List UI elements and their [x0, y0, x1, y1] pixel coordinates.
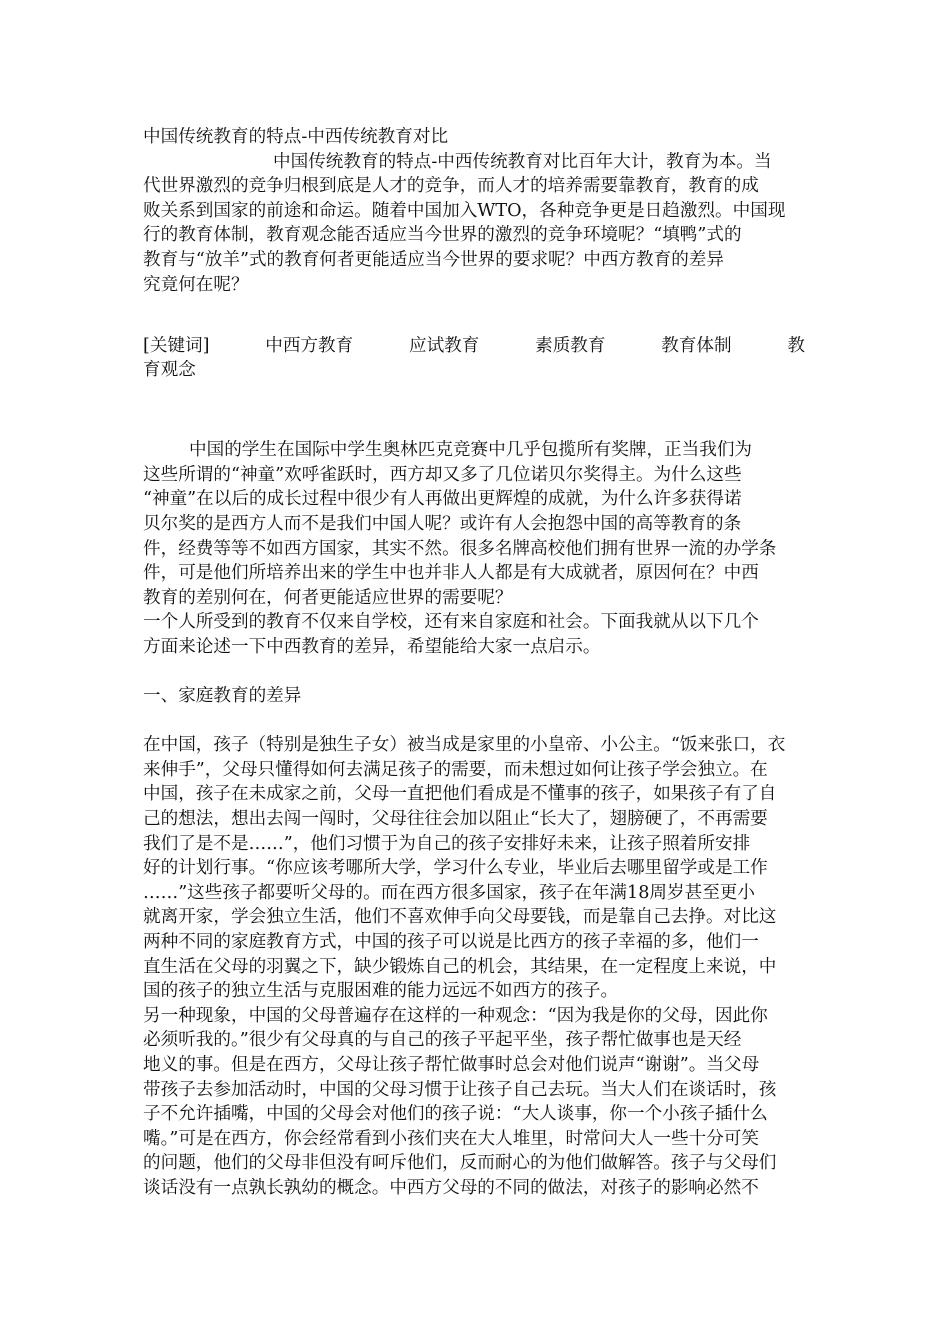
- keyword-item: 教育体制: [661, 335, 732, 356]
- body-line: 教育的差别何在，何者更能适应世界的需要呢？: [143, 587, 513, 608]
- body-line: 来伸手”，父母只懂得如何去满足孩子的需要，而未想过如何让孩子学会独立。在: [143, 759, 768, 780]
- body-line: 贝尔奖的是西方人而不是我们中国人呢？或许有人会抱怨中国的高等教育的条: [143, 513, 742, 534]
- section-paragraph: [143, 733, 819, 1200]
- keywords: [143, 334, 819, 383]
- keyword-item: 中西方教育: [265, 335, 354, 356]
- keywords-label: [关键词]: [143, 335, 210, 356]
- body-line: 在中国，孩子（特别是独生子女）被当成是家里的小皇帝、小公主。“饭来张口，衣: [143, 735, 786, 756]
- body-line: 就离开家，学会独立生活，他们不喜欢伸手向父母要钱，而是靠自己去挣。对比这: [143, 907, 777, 928]
- body-line: 的问题，他们的父母非但没有呵斥他们，反而耐心的为他们做解答。孩子与父母们: [143, 1153, 777, 1174]
- body-line: 这些所谓的“神童”欢呼雀跃时，西方却又多了几位诺贝尔奖得主。为什么这些: [143, 464, 742, 485]
- body-line: 中国的学生在国际中学生奥林匹克竞赛中几乎包揽所有奖牌，正当我们为: [189, 440, 753, 461]
- body-line: 另一种现象，中国的父母普遍存在这样的一种观念：“因为我是你的父母，因此你: [143, 1005, 768, 1026]
- abstract-line: 究竟何在呢？: [143, 274, 249, 295]
- keyword-wrap: 育观念: [143, 360, 196, 381]
- body-line: “神童”在以后的成长过程中很少有人再做出更辉煌的成就，为什么许多获得诺: [143, 489, 742, 510]
- body-line: 两种不同的家庭教育方式，中国的孩子可以说是比西方的孩子幸福的多，他们一: [143, 932, 759, 952]
- body-line: 必须听我的。”很少有父母真的与自己的孩子平起平坐，孩子帮忙做事也是天经: [143, 1030, 742, 1051]
- body-line: 谈话没有一点孰长孰幼的概念。中西方父母的不同的做法，对孩子的影响必然不: [143, 1177, 759, 1198]
- body-line: 子不允许插嘴，中国的父母会对他们的孩子说：“大人谈事，你一个小孩子插什么: [143, 1104, 768, 1125]
- body-line: 我们了是不是……”，他们习惯于为自己的孩子安排好未来，让孩子照着所安排: [143, 833, 751, 854]
- body-line: 一个人所受到的教育不仅来自学校，还有来自家庭和社会。下面我就从以下几个: [143, 612, 759, 633]
- body-line: ……”这些孩子都要听父母的。而在西方很多国家，孩子在年满18周岁甚至更小: [143, 882, 755, 903]
- keyword-item: 素质教育: [535, 335, 606, 356]
- keyword-item: 应试教育: [408, 335, 480, 356]
- section-heading: 一、家庭教育的差异: [143, 686, 302, 707]
- body-line: 己的想法，想出去闯一闯时，父母往往会加以阻止“长大了，翅膀硬了，不再需要: [143, 809, 768, 830]
- abstract-line: 行的教育体制，教育观念能否适应当今世界的激烈的竞争环境呢？“填鸭”式的: [143, 225, 742, 246]
- body-line: 直生活在父母的羽翼之下，缺少锻炼自己的机会，其结果，在一定程度上来说，中: [143, 956, 777, 977]
- body-line: 中国，孩子在未成家之前，父母一直把他们看成是不懂事的孩子，如果孩子有了自: [143, 784, 777, 805]
- body-line: 件，可是他们所培养出来的学生中也并非人人都是有大成就者，原因何在？中西: [143, 563, 759, 584]
- body-line: 嘴。”可是在西方，你会经常看到小孩们夹在大人堆里，时常问大人一些十分可笑: [143, 1128, 759, 1149]
- keyword-item: 教: [787, 335, 805, 356]
- document-page: [143, 118, 819, 1201]
- body-line: 带孩子去参加活动时，中国的父母习惯于让孩子自己去玩。当大人们在谈话时，孩: [143, 1079, 777, 1100]
- document-title: 中国传统教育的特点-中西传统教育对比: [143, 127, 449, 147]
- abstract-line: 败关系到国家的前途和命运。随着中国加入WTO，各种竞争更是日趋激烈。中国现: [143, 200, 786, 221]
- intro-paragraph: [143, 438, 819, 659]
- abstract: [143, 150, 819, 298]
- body-line: 方面来论述一下中西教育的差异，希望能给大家一点启示。: [143, 636, 601, 657]
- abstract-line: 中国传统教育的特点-中西传统教育对比百年大计，教育为本。当: [273, 151, 772, 172]
- body-line: 件，经费等等不如西方国家，其实不然。很多名牌高校他们拥有世界一流的办学条: [143, 538, 777, 559]
- body-line: 国的孩子的独立生活与克服困难的能力远远不如西方的孩子。: [143, 981, 619, 1002]
- body-line: 好的计划行事。“你应该考哪所大学，学习什么专业，毕业后去哪里留学或是工作: [143, 858, 768, 879]
- body-line: 地义的事。但是在西方，父母让孩子帮忙做事时总会对他们说声“谢谢”。当父母: [143, 1054, 760, 1075]
- abstract-line: 代世界激烈的竞争归根到底是人才的竞争，而人才的培养需要靠教育，教育的成: [143, 176, 759, 197]
- abstract-line: 教育与“放羊”式的教育何者更能适应当今世界的要求呢？中西方教育的差异: [143, 249, 724, 270]
